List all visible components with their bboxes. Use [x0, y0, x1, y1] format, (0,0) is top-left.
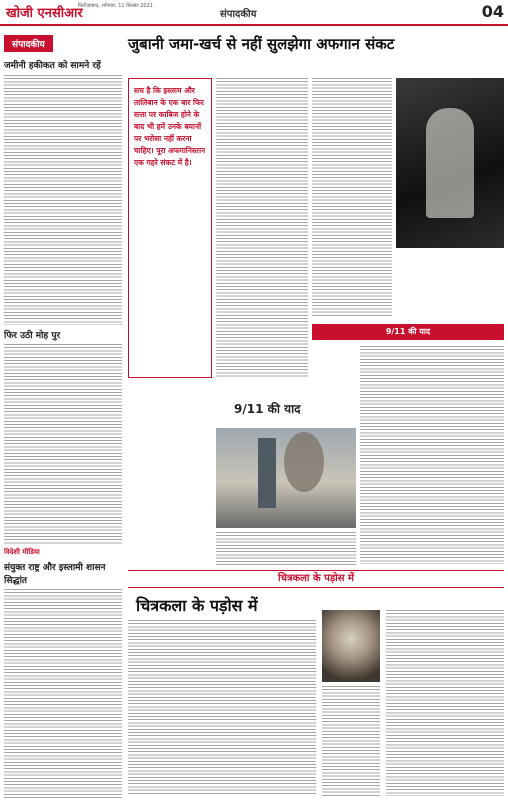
section-title: संपादकीय	[220, 9, 257, 20]
second-article-body	[4, 344, 122, 544]
art-article-body-2	[322, 686, 380, 796]
foreign-media-tag: विदेशी मीडिया	[4, 548, 40, 556]
lead-article-title: जमीनी हकीकत को सामने रहें	[4, 61, 101, 71]
newspaper-logo: खोजी एनसीआर	[6, 6, 83, 21]
artist-portrait	[322, 610, 380, 682]
page-number: 04	[481, 2, 504, 21]
anniversary-article-title: 9/11 की याद	[234, 402, 301, 416]
main-article-body-1	[216, 78, 308, 378]
anniversary-band: 9/11 की याद	[312, 324, 504, 340]
art-article-body-1	[128, 620, 316, 796]
anniversary-article-body-2	[216, 532, 356, 566]
main-headline: जुबानी जमा-खर्च से नहीं सुलझेगा अफगान संकट	[128, 35, 395, 53]
pull-quote	[128, 78, 212, 378]
lead-article-body	[4, 75, 122, 325]
masthead	[0, 0, 508, 26]
third-article-title: संयुक्त राष्ट्र और इस्लामी शासन सिद्धांत	[4, 563, 106, 586]
main-article-body-2	[312, 78, 392, 318]
art-section-band: चित्रकला के पड़ोस में	[128, 570, 504, 588]
third-article-body	[4, 589, 122, 800]
left-column	[4, 32, 122, 796]
issue-date: फ़िरोज़ाबाद, शनिवार, 11 सितंबर 2021	[78, 3, 153, 9]
afghan-article-photo	[396, 78, 504, 248]
twin-towers-photo	[216, 428, 356, 528]
anniversary-article-body	[360, 346, 504, 564]
art-article-body-3	[386, 610, 504, 796]
section-tag: संपादकीय	[4, 35, 53, 52]
art-article-headline: चित्रकला के पड़ोस में	[136, 596, 258, 615]
second-article-title: फिर उठी मोह पुर	[4, 331, 61, 341]
pull-quote-text: सच है कि इस्लाम और तालिबान के एक बार फिर सत्ता पर काबिज होने के बाद भी हमें उनके बयानों पर भरोसा नहीं करना चाहिए। पूरा अफगानिस्तान एक गहरे संकट में है।	[134, 86, 206, 167]
